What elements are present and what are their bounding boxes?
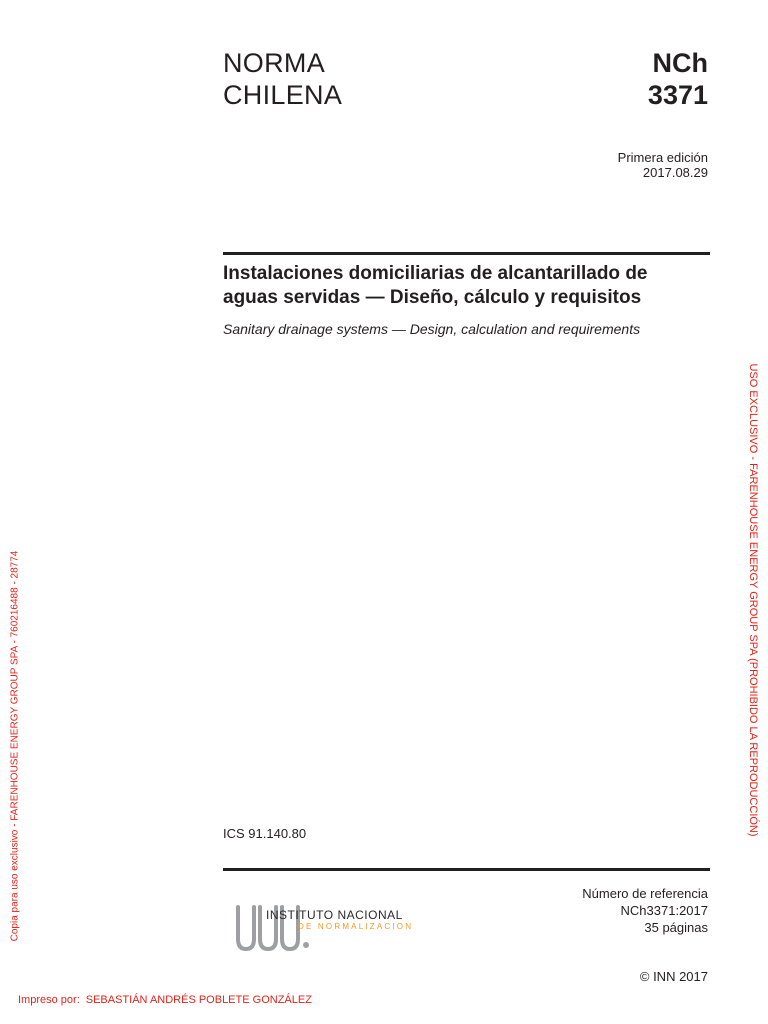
printed-by-name: SEBASTIÁN ANDRÉS POBLETE GONZÁLEZ	[85, 994, 312, 1006]
printed-by-label: Impreso por:	[18, 994, 80, 1006]
reference-code: NCh3371:2017	[620, 903, 708, 918]
edition-date: 2017.08.29	[642, 165, 708, 180]
standard-code-number: 3371	[647, 80, 708, 110]
title-line-1: Instalaciones domiciliarias de alcantarillado de	[223, 263, 648, 284]
edition-label: Primera edición	[617, 150, 708, 165]
top-divider	[223, 252, 710, 255]
copyright-notice: © INN 2017	[639, 969, 708, 984]
ics-code: ICS 91.140.80	[223, 826, 307, 841]
left-watermark: Copia para uso exclusivo - FARENHOUSE ENERGY GROUP SPA - 760216488 - 28774	[9, 550, 21, 942]
page-count: 35 páginas	[644, 920, 708, 935]
printed-by	[18, 994, 318, 1006]
logo-normalizacion-text: DE NORMALIZACION	[298, 922, 414, 931]
norma-chilena-label	[223, 47, 342, 111]
reference-label: Número de referencia	[582, 886, 708, 901]
norma-line: NORMA	[223, 48, 325, 78]
bottom-divider	[223, 868, 710, 871]
standard-code	[648, 47, 708, 111]
english-title: Sanitary drainage systems — Design, calculation and requirements	[223, 321, 641, 337]
edition-info	[618, 150, 708, 180]
chilena-line: CHILENA	[223, 80, 343, 110]
standard-code-prefix: NCh	[652, 48, 708, 78]
right-watermark: USO EXCLUSIVO - FARENHOUSE ENERGY GROUP SPA (PROHIBIDO LA REPRODUCCIÓN)	[747, 363, 759, 837]
title-line-2: aguas servidas — Diseño, cálculo y requisitos	[223, 287, 642, 308]
logo-institute-text: INSTITUTO NACIONAL	[266, 908, 403, 922]
reference-info	[582, 885, 708, 936]
document-title	[223, 262, 713, 310]
